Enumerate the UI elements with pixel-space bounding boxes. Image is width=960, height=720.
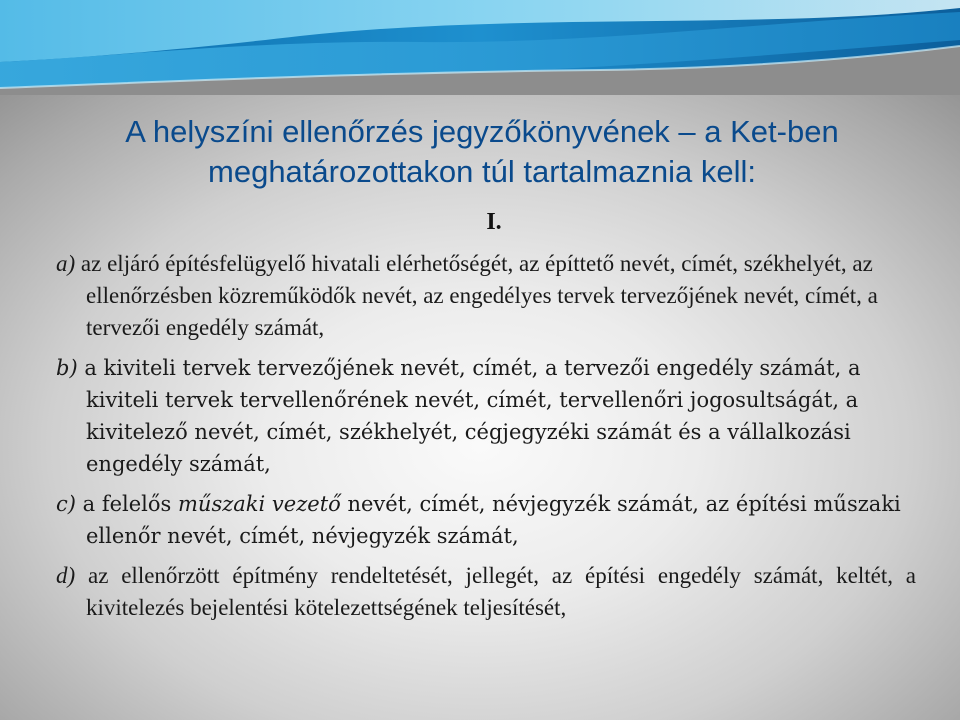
list-item-b bbox=[56, 352, 916, 480]
requirements-list bbox=[56, 248, 916, 632]
list-item-c bbox=[56, 488, 916, 552]
list-text-c-italic: műszaki vezető bbox=[178, 492, 341, 516]
list-text-d: az ellenőrzött építmény rendeltetését, jellegét, az építési engedély számát, keltét, a kivitelezés bejelentési kötelezettségének teljesítését, bbox=[75, 563, 916, 620]
list-marker-d: d) bbox=[56, 563, 76, 588]
list-marker-a: a) bbox=[56, 251, 76, 276]
list-text-c-part1: a felelős bbox=[75, 492, 178, 516]
decorative-wave-band bbox=[0, 0, 960, 95]
list-text-b: a kiviteli tervek tervezőjének nevét, címét, a tervezői engedély számát, a kiviteli tervek tervellenőrének nevét, címét, tervellenőri jogosultságát, a kivitelező nevét, címét, székhelyét, cégjegyzéki számát és a vállalkozási engedély számát, bbox=[77, 356, 861, 476]
list-marker-c: c) bbox=[56, 492, 76, 516]
list-marker-b: b) bbox=[56, 356, 78, 380]
list-item-a bbox=[56, 248, 916, 344]
list-text-c-part2: nevét, címét, névjegyzék számát, az építési műszaki ellenőr nevét, címét, névjegyzék számát, bbox=[86, 492, 901, 548]
slide-title bbox=[52, 112, 912, 192]
list-item-d bbox=[56, 560, 916, 624]
slide-title-line-2: meghatározottakon túl tartalmaznia kell: bbox=[208, 154, 756, 189]
list-text-a: az eljáró építésfelügyelő hivatali elérhetőségét, az építtető nevét, címét, székhelyét, az ellenőrzésben közreműködők nevét, az engedélyes tervek tervezőjének nevét, címét, a tervezői engedély számát, bbox=[75, 251, 878, 340]
slide-title-line-1: A helyszíni ellenőrzés jegyzőkönyvének – a Ket-ben bbox=[125, 114, 839, 149]
section-number: I. bbox=[486, 209, 502, 235]
